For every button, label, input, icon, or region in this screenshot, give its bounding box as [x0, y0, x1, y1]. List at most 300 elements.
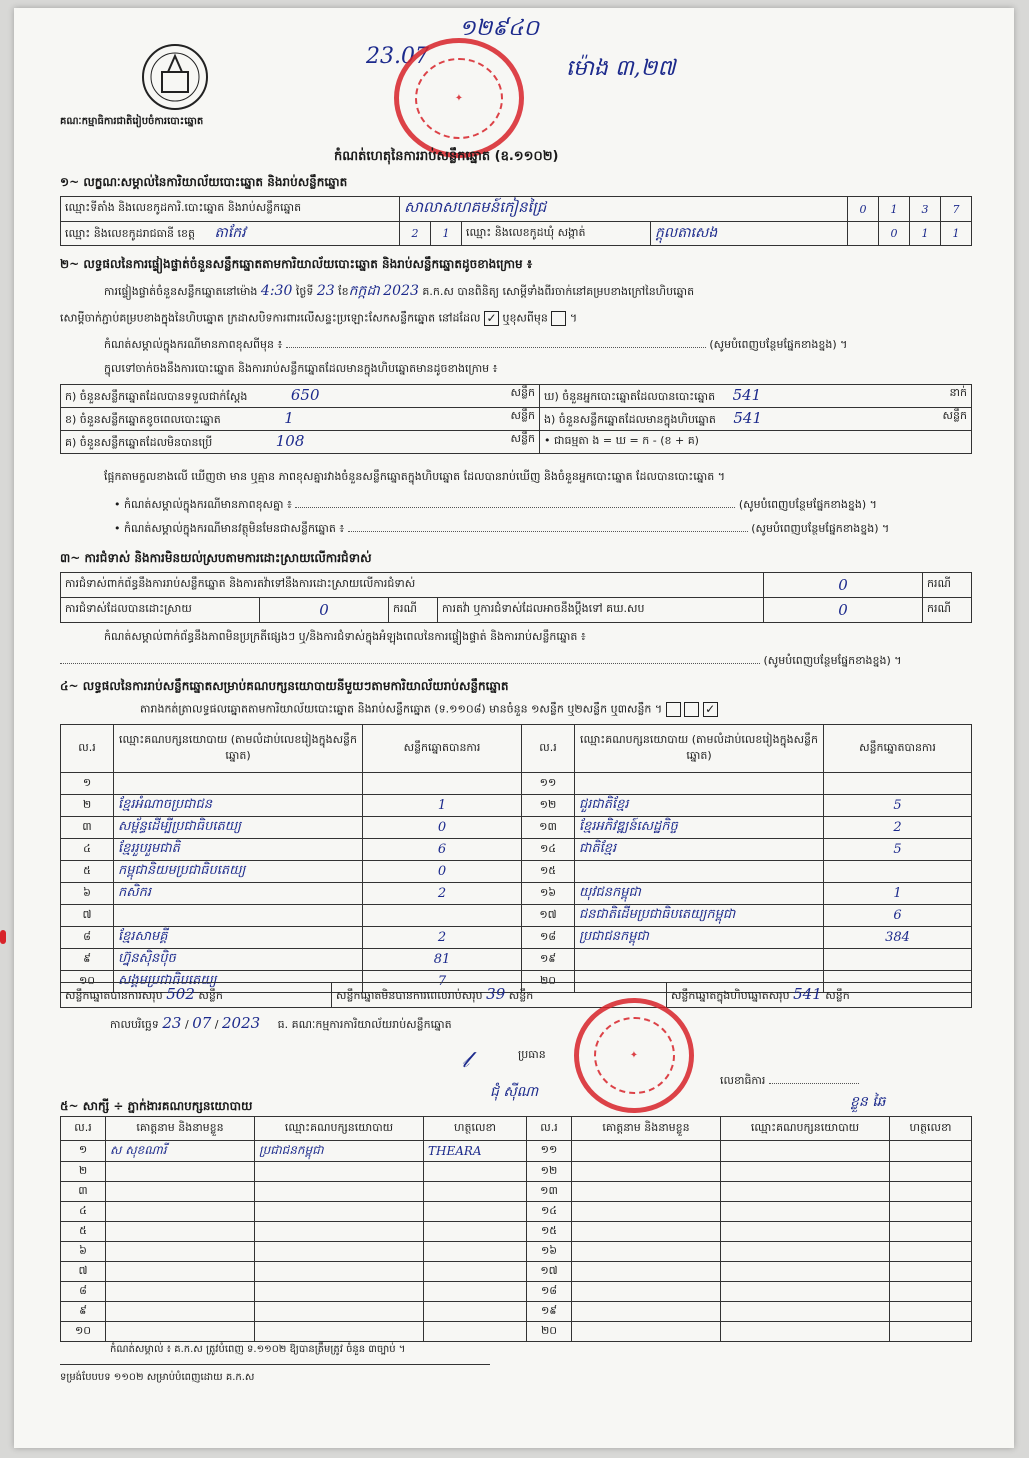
result-intro: ក្នុលទៅចាក់ចងនឹងការបោះឆ្នោត និងការរាប់សន្លឹកឆ្នោតដែលមានក្នុងហិបឆ្នោតមានដូចខាងក្រោម ៖	[104, 362, 498, 375]
total-box-value: 541	[793, 985, 822, 1003]
sheets-2-checkbox[interactable]	[684, 702, 699, 717]
witness-name	[572, 1222, 721, 1242]
table-row	[61, 1302, 972, 1322]
row-no: ១០	[61, 971, 114, 993]
witness-signature	[890, 1202, 972, 1222]
year-value: 2023	[383, 283, 419, 299]
witness-party	[255, 1282, 424, 1302]
secretary-line	[720, 1074, 859, 1090]
total-invalid-value: 39	[486, 985, 506, 1003]
table-row	[61, 1262, 972, 1282]
col-party: ឈ្មោះគណបក្សនយោបាយ (តាមលំដាប់លេខរៀងក្នុងសន្លឹកឆ្នោត)	[575, 725, 824, 773]
row-no: ៤	[61, 1202, 106, 1222]
bullet1-line	[114, 498, 984, 514]
unit: នាក់	[949, 386, 967, 399]
row-no: ៣	[61, 817, 114, 839]
witness-name	[572, 1202, 721, 1222]
date-day: 23	[162, 1014, 182, 1032]
count-b-value: 1	[284, 409, 294, 427]
row-no: ៦	[61, 883, 114, 905]
party-votes: 0	[363, 817, 522, 839]
commune-value: ក្តុលតាសេង	[651, 222, 848, 246]
count-e-label: ង) ចំនួនសន្លឹកឆ្នោតដែលមានក្នុងហិបឆ្នោត	[544, 413, 716, 426]
witness-signature	[890, 1162, 972, 1182]
bullet2-dots	[348, 531, 748, 532]
form-title: កំណត់ហេតុនៃការរាប់សន្លឹកឆ្នោត (ឧ.១១០២)	[334, 149, 559, 164]
location-value: សាលាសហគមន៍កៀនជ្រៃ	[400, 197, 848, 222]
secretary-label: លេខាធិការ	[720, 1074, 766, 1087]
total-box	[666, 983, 971, 1008]
secretary-name: ខ្លួន ឆៃ	[850, 1094, 886, 1110]
table-row	[61, 773, 972, 795]
party-votes: 0	[363, 861, 522, 883]
party-name: ខ្មែរអភិវឌ្ឍន៍សេដ្ឋកិច្ច	[575, 817, 824, 839]
row-no: ២	[61, 795, 114, 817]
witness-signature	[424, 1322, 527, 1342]
table-row	[61, 927, 972, 949]
row-no: ១	[61, 773, 114, 795]
party-votes	[824, 949, 972, 971]
count-b	[61, 408, 540, 431]
row-no: ១៦	[522, 883, 575, 905]
party-results-table	[60, 724, 972, 993]
bullet2: • កំណត់សម្គាល់ក្នុងករណីមានវត្ថុមិនមែនជាសន្លឹកឆ្នោត ៖	[114, 522, 345, 535]
count-c	[61, 431, 540, 454]
note-dots	[286, 347, 706, 348]
col-no: ល.រ	[522, 725, 575, 773]
code-digit: 0	[848, 197, 879, 222]
table-row	[61, 905, 972, 927]
witness-party	[255, 1262, 424, 1282]
party-name: ជួរជាតិខ្មែរ	[575, 795, 824, 817]
count-d-label: ឃ) ចំនួនអ្នកបោះឆ្នោតដែលបានបោះឆ្នោត	[544, 390, 716, 403]
witness-signature	[890, 1182, 972, 1202]
witness-signature	[890, 1322, 972, 1342]
party-votes: 6	[824, 905, 972, 927]
fill-note: (សូមបំពេញបន្ថែមផ្នែកខាងខ្នង) ។	[709, 338, 848, 351]
para-text: ការផ្ទៀងផ្ទាត់ចំនួនសន្លឹកឆ្នោតនៅម៉ោង	[104, 285, 258, 298]
empty-cell	[848, 222, 879, 246]
table-row	[61, 1162, 972, 1182]
objection-label: ការជំទាស់ពាក់ព័ន្ធនឹងការរាប់សន្លឹកឆ្នោត និងការតវ៉ាទៅនឹងការដោះស្រាយលើការជំទាស់	[61, 573, 764, 598]
witness-name	[106, 1262, 255, 1282]
location-label: ឈ្មោះទីតាំង និងលេខកូដការិ.បោះឆ្នោត និងរាប់សន្លឹកឆ្នោត	[61, 197, 400, 222]
witness-table	[60, 1116, 972, 1342]
case-unit: ករណី	[923, 573, 972, 598]
witness-party	[721, 1242, 890, 1262]
total-valid	[61, 983, 332, 1008]
row-no: ១២	[522, 795, 575, 817]
formula: • ជាធម្មតា ង = ឃ = ក - (ខ + គ)	[540, 431, 972, 454]
count-c-value: 108	[275, 432, 305, 450]
code-digit: 1	[879, 197, 910, 222]
chair-label: ធ. គណៈកម្មការការិយាល័យរាប់សន្លឹកឆ្នោត	[277, 1018, 452, 1031]
party-name: ប្រជាជនកម្ពុជា	[575, 927, 824, 949]
witness-party	[721, 1262, 890, 1282]
province-code-digit: 2	[400, 222, 431, 246]
witness-signature	[424, 1222, 527, 1242]
col-no: ល.រ	[527, 1117, 572, 1141]
witness-party	[721, 1222, 890, 1242]
para-text: ខែ	[338, 285, 349, 298]
section2-para2: សោម្ដីចាក់ភ្ជាប់គម្របខាងក្នុងនៃហិបឆ្នោត ក្រដាសបិទការពារលើសន្ទះប្រឡោះសែកសន្លឹកឆ្នោត នៅដដែល ✓ ឬខុសពីមុន ។	[60, 311, 578, 325]
section3-title: ៣~ ការជំទាស់ និងការមិនយល់ស្របតាមការដោះស្រាយលើការជំទាស់	[60, 551, 372, 565]
note-label: កំណត់សម្គាល់ក្នុងករណីមានភាពខុសពីមុន ៖	[104, 338, 283, 351]
commune-code-digit: 1	[941, 222, 972, 246]
count-e-value: 541	[733, 409, 763, 427]
row-no: ១២	[527, 1162, 572, 1182]
count-e	[540, 408, 972, 431]
col-party: ឈ្មោះគណបក្សនយោបាយ	[721, 1117, 890, 1141]
section3-note-dots-line	[60, 654, 984, 670]
row-no: ១៩	[527, 1302, 572, 1322]
compare-text: ផ្អែកតាមក្ខលខាងលើ ឃើញថា មាន ឬគ្មាន ភាពខុសគ្នារវាងចំនួនសន្លឹកឆ្នោតក្នុងហិបឆ្នោត ដែលបានរាប់ឃើញ និងចំនួនអ្នកបោះឆ្នោត ដែលបានបោះឆ្នោត ។	[104, 470, 725, 483]
president-signature: 𝓁	[462, 1048, 470, 1073]
witness-name	[106, 1222, 255, 1242]
witness-name	[106, 1202, 255, 1222]
president-label: ប្រធាន	[518, 1048, 546, 1061]
sheets-3-checkbox[interactable]: ✓	[703, 702, 718, 717]
row-no: ១១	[522, 773, 575, 795]
witness-party	[255, 1242, 424, 1262]
row-no: ១៧	[522, 905, 575, 927]
count-b-label: ខ) ចំនួនសន្លឹកឆ្នោតខូចពេលបោះឆ្នោត	[65, 413, 221, 426]
witness-name	[106, 1322, 255, 1342]
handwritten-number: ១២៩៤០	[459, 16, 540, 41]
witness-signature	[424, 1302, 527, 1322]
count-a	[61, 385, 540, 408]
witness-name	[106, 1282, 255, 1302]
bullet2-line	[114, 522, 984, 538]
total-box-label: សន្លឹកឆ្នោតក្នុងហិបឆ្នោតសរុប	[670, 989, 790, 1002]
official-stamp-top: ✦	[394, 38, 524, 158]
sheets-1-checkbox[interactable]	[666, 702, 681, 717]
witness-name	[572, 1302, 721, 1322]
witness-signature	[424, 1242, 527, 1262]
code-digit: 3	[910, 197, 941, 222]
party-name	[575, 861, 824, 883]
section2-para1	[104, 281, 984, 302]
appeal-value: 0	[764, 598, 923, 623]
total-invalid-label: សន្លឹកឆ្នោតមិនបានការពេលរាប់សរុប	[336, 989, 483, 1002]
row-no: ៧	[61, 905, 114, 927]
col-no: ល.រ	[61, 1117, 106, 1141]
table-row	[61, 795, 972, 817]
resolved-value: 0	[260, 598, 389, 623]
unit: សន្លឹក	[510, 409, 535, 422]
code-digit: 7	[941, 197, 972, 222]
row-no: ១៨	[522, 927, 575, 949]
party-name	[114, 773, 363, 795]
party-name: យុវជនកម្ពុជា	[575, 883, 824, 905]
witness-signature	[890, 1302, 972, 1322]
party-rows	[61, 773, 972, 993]
date-label: កាលបរិច្ឆេទ	[110, 1018, 159, 1031]
row-no: ១៩	[522, 949, 575, 971]
witness-signature	[424, 1182, 527, 1202]
unit: សន្លឹក	[198, 989, 223, 1002]
party-votes: 5	[824, 839, 972, 861]
col-name: គោត្តនាម និងនាមខ្លួន	[106, 1117, 255, 1141]
witness-party	[721, 1182, 890, 1202]
table-row	[61, 883, 972, 905]
party-name: ជនជាតិដើមប្រជាធិបតេយ្យកម្ពុជា	[575, 905, 824, 927]
table-row	[61, 839, 972, 861]
col-party: ឈ្មោះគណបក្សនយោបាយ	[255, 1117, 424, 1141]
count-c-label: គ) ចំនួនសន្លឹកឆ្នោតដែលមិនបានប្រើ	[65, 436, 213, 449]
witness-party	[255, 1182, 424, 1202]
fill-note: (សូមបំពេញបន្ថែមផ្នែកខាងខ្នង) ។	[751, 522, 890, 535]
party-votes	[363, 905, 522, 927]
row-no: ៩	[61, 949, 114, 971]
party-name: សម្ព័ន្ធដើម្បីប្រជាធិបតេយ្យ	[114, 817, 363, 839]
witness-name	[572, 1182, 721, 1202]
total-valid-value: 502	[166, 985, 195, 1003]
section4-title: ៤~ លទ្ធផលនៃការរាប់សន្លឹកឆ្នោតសម្រាប់គណបក្សនយោបាយនីមួយៗតាមការិយាល័យរាប់សន្លឹកឆ្នោត	[60, 679, 509, 693]
party-name: ហ្វ៊ុនស៊ិនប៉ិច	[114, 949, 363, 971]
row-no: ៨	[61, 1282, 106, 1302]
party-votes	[824, 861, 972, 883]
date-month: 07	[192, 1014, 212, 1032]
witness-party	[721, 1302, 890, 1322]
unit: សន្លឹក	[942, 409, 967, 422]
row-no: ៥	[61, 861, 114, 883]
footer-divider	[60, 1364, 490, 1365]
witness-party	[721, 1141, 890, 1162]
unit: សន្លឹក	[510, 386, 535, 399]
witness-signature: THEARA	[424, 1141, 527, 1162]
secretary-dots	[769, 1083, 859, 1084]
party-name	[575, 773, 824, 795]
party-name: ខ្មែររួបរួមជាតិ	[114, 839, 363, 861]
witness-name	[572, 1322, 721, 1342]
witness-party	[721, 1162, 890, 1182]
party-votes: 6	[363, 839, 522, 861]
section1-title: ១~ លក្ខណៈសម្គាល់នៃការិយាល័យបោះឆ្នោត និងរាប់សន្លឹកឆ្នោត	[60, 175, 348, 189]
witness-party	[721, 1202, 890, 1222]
witness-signature	[890, 1282, 972, 1302]
commune-code-digit: 1	[910, 222, 941, 246]
province-label-text: ឈ្មោះ និងលេខកូដរាជធានី ខេត្ត	[65, 227, 195, 240]
row-no: ១១	[527, 1141, 572, 1162]
row-no: ១៦	[527, 1242, 572, 1262]
fill-note: (សូមបំពេញបន្ថែមផ្នែកខាងខ្នង) ។	[763, 654, 902, 667]
row-no: ៣	[61, 1182, 106, 1202]
commission-name: គណៈកម្មាធិការជាតិរៀបចំការបោះឆ្នោត	[60, 116, 204, 127]
party-votes: 81	[363, 949, 522, 971]
row-no: ៩	[61, 1302, 106, 1322]
resolved-label: ការជំទាស់ដែលបានដោះស្រាយ	[61, 598, 260, 623]
counts-table	[60, 384, 972, 454]
col-sign: ហត្ថលេខា	[424, 1117, 527, 1141]
document-page	[14, 8, 1014, 1448]
table-row	[61, 1202, 972, 1222]
objections-table	[60, 572, 972, 623]
row-no: ៦	[61, 1242, 106, 1262]
col-votes: សន្លឹកឆ្នោតបានការ	[363, 725, 522, 773]
note-dots	[60, 663, 760, 664]
witness-signature	[424, 1202, 527, 1222]
party-name: សង្គមប្រជាធិបតេយ្យ	[114, 971, 363, 993]
witness-party: ប្រជាជនកម្ពុជា	[255, 1141, 424, 1162]
edge-mark	[0, 930, 6, 944]
province-label	[61, 222, 400, 246]
fill-note: (សូមបំពេញបន្ថែមផ្នែកខាងខ្នង) ។	[738, 498, 877, 511]
commune-code-digit: 0	[879, 222, 910, 246]
handwritten-time: ម៉ោង ៣,២៧	[566, 56, 676, 81]
party-votes: 2	[363, 927, 522, 949]
witness-name	[572, 1282, 721, 1302]
date-year: 2023	[221, 1014, 261, 1032]
table-row	[61, 1141, 972, 1162]
section5-title: ៥~ សាក្សី ÷ ភ្នាក់ងារគណបក្សនយោបាយ	[60, 1099, 253, 1113]
witness-rows	[61, 1141, 972, 1342]
change-note-line	[104, 338, 984, 354]
table-row	[61, 861, 972, 883]
table-row	[61, 1222, 972, 1242]
party-name: កសិករ	[114, 883, 363, 905]
row-no: ៧	[61, 1262, 106, 1282]
witness-signature	[890, 1242, 972, 1262]
witness-name	[572, 1262, 721, 1282]
intro-text: តារាងកត់ត្រាលទ្ធផលឆ្នោតតាមការិយាល័យបោះឆ្នោត និងរាប់សន្លឹកឆ្នោត (ទ.១១០៨) មានចំនួន ១សន្លឹក ឬ២សន្លឹក ឬ៣សន្លឹក ។	[140, 702, 663, 716]
section1-table	[60, 196, 972, 246]
changed-checkbox[interactable]	[551, 311, 566, 326]
row-no: ២	[61, 1162, 106, 1182]
row-no: ១៥	[522, 861, 575, 883]
table-row	[61, 1282, 972, 1302]
party-name: កម្ពុជានិយមប្រជាធិបតេយ្យ	[114, 861, 363, 883]
table-row	[61, 949, 972, 971]
witness-signature	[424, 1162, 527, 1182]
footer-code: ទម្រង់បែបបទ ១១០២ សម្រាប់បំពេញដោយ គ.ក.ស	[60, 1372, 255, 1383]
table-row	[61, 1322, 972, 1342]
objection-value: 0	[764, 573, 923, 598]
witness-party	[255, 1222, 424, 1242]
count-d	[540, 385, 972, 408]
appeal-label: ការតវ៉ា ឬការជំទាស់ដែលអាចនឹងប្ដឹងទៅ គឃ.សប	[438, 598, 764, 623]
row-no: ១	[61, 1141, 106, 1162]
col-votes: សន្លឹកឆ្នោតបានការ	[824, 725, 972, 773]
row-no: ១៣	[522, 817, 575, 839]
unit: សន្លឹក	[508, 989, 534, 1002]
table-row	[61, 817, 972, 839]
section3-note: កំណត់សម្គាល់ពាក់ព័ន្ធនឹងភាពមិនប្រក្រតីផ្សេងៗ ឬ/និងការជំទាស់ក្នុងអំឡុងពេលនៃការផ្ទៀងផ្ទាត់ និងការរាប់សន្លឹកឆ្នោត ៖	[104, 630, 586, 643]
handwritten-date: 23.07	[366, 44, 429, 69]
sign-date-line: កាលបរិច្ឆេទ 23 / 07 / 2023 ធ. គណៈកម្មការការិយាល័យរាប់សន្លឹកឆ្នោត	[110, 1014, 452, 1032]
col-party: ឈ្មោះគណបក្សនយោបាយ (តាមលំដាប់លេខរៀងក្នុងសន្លឹកឆ្នោត)	[114, 725, 363, 773]
party-name: ជាតិខ្មែរ	[575, 839, 824, 861]
party-votes	[363, 773, 522, 795]
row-no: ២០	[527, 1322, 572, 1342]
table-row	[61, 1182, 972, 1202]
row-no: ១៨	[527, 1282, 572, 1302]
row-no: ១៣	[527, 1182, 572, 1202]
party-name: ខ្មែរសាមគ្គី	[114, 927, 363, 949]
witness-name: ស សុខណារី	[106, 1141, 255, 1162]
party-votes: 1	[824, 883, 972, 905]
party-votes: 5	[824, 795, 972, 817]
section2-title: ២~ លទ្ធផលនៃការផ្ទៀងផ្ទាត់ចំនួនសន្លឹកឆ្នោតតាមការិយាល័យបោះឆ្នោត និងរាប់សន្លឹកឆ្នោតដូចខាងក្រោម ៖	[60, 257, 533, 271]
official-stamp-bottom: ✦	[574, 998, 694, 1113]
count-d-value: 541	[732, 386, 762, 404]
witness-party	[255, 1162, 424, 1182]
footer-note: កំណត់សម្គាល់ ៖ គ.ក.ស ត្រូវបំពេញ ទ.១១០២ ឱ្យបានត្រឹមត្រូវ ចំនួន ៣ច្បាប់ ។	[110, 1344, 406, 1355]
witness-signature	[890, 1141, 972, 1162]
row-no: ១៧	[527, 1262, 572, 1282]
party-name	[575, 949, 824, 971]
row-no: ១៤	[527, 1202, 572, 1222]
row-no: ១៤	[522, 839, 575, 861]
changed-label: ឬខុសពីមុន	[502, 311, 548, 325]
party-name: ខ្មែរអំណាចប្រជាជន	[114, 795, 363, 817]
witness-signature	[424, 1282, 527, 1302]
row-no: ២០	[522, 971, 575, 993]
witness-party	[721, 1282, 890, 1302]
row-no: ៨	[61, 927, 114, 949]
witness-name	[572, 1141, 721, 1162]
col-no: ល.រ	[61, 725, 114, 773]
day-value: 23	[316, 283, 335, 299]
witness-party	[255, 1322, 424, 1342]
time-value: 4:30	[260, 283, 293, 299]
witness-name	[106, 1302, 255, 1322]
totals-row	[60, 982, 972, 1008]
party-votes: 2	[824, 817, 972, 839]
col-name: គោត្តនាម និងនាមខ្លួន	[572, 1117, 721, 1141]
para-text: ថ្ងៃទី	[295, 285, 314, 298]
section4-intro	[140, 702, 1000, 719]
unit: សន្លឹក	[825, 989, 850, 1002]
witness-signature	[424, 1262, 527, 1282]
month-value: កក្កដា	[348, 283, 380, 299]
party-votes: 1	[363, 795, 522, 817]
witness-name	[572, 1162, 721, 1182]
party-votes	[824, 773, 972, 795]
row-no: ១៥	[527, 1222, 572, 1242]
province-value: តាកែវ	[214, 225, 246, 241]
party-votes: 2	[363, 883, 522, 905]
nec-logo-icon	[140, 42, 210, 112]
bullet1: • កំណត់សម្គាល់ក្នុងករណីមានភាពខុសគ្នា ៖	[114, 498, 292, 511]
same-checkbox[interactable]: ✓	[484, 311, 499, 326]
witness-name	[106, 1182, 255, 1202]
case-unit: ករណី	[923, 598, 972, 623]
commune-label: ឈ្មោះ និងលេខកូដឃុំ សង្កាត់	[462, 222, 651, 246]
case-unit: ករណី	[389, 598, 438, 623]
unit: សន្លឹក	[510, 432, 535, 445]
row-no: ៥	[61, 1222, 106, 1242]
party-votes: 384	[824, 927, 972, 949]
table-row	[61, 1242, 972, 1262]
party-name	[114, 905, 363, 927]
row-no: ១០	[61, 1322, 106, 1342]
party-votes: 7	[363, 971, 522, 993]
col-sign: ហត្ថលេខា	[890, 1117, 972, 1141]
witness-party	[255, 1202, 424, 1222]
witness-party	[721, 1322, 890, 1342]
count-a-value: 650	[290, 386, 320, 404]
witness-name	[106, 1242, 255, 1262]
province-code-digit: 1	[431, 222, 462, 246]
count-a-label: ក) ចំនួនសន្លឹកឆ្នោតដែលបានទទួលជាក់ស្ដែង	[65, 390, 248, 403]
total-valid-label: សន្លឹកឆ្នោតបានការសរុប	[65, 989, 163, 1002]
para-text: សោម្ដីចាក់ភ្ជាប់គម្របខាងក្នុងនៃហិបឆ្នោត ក្រដាសបិទការពារលើសន្ទះប្រឡោះសែកសន្លឹកឆ្នោត នៅដដែល	[60, 311, 481, 325]
bullet1-dots	[295, 507, 735, 508]
para-text: គ.ក.ស បានពិនិត្យ សោម្ដីទាំងពីរចាក់នៅគម្របខាងក្រៅនៃហិបឆ្នោត	[422, 285, 695, 298]
president-name: ជុំ ស៊ីណា	[490, 1084, 539, 1100]
witness-name	[106, 1162, 255, 1182]
